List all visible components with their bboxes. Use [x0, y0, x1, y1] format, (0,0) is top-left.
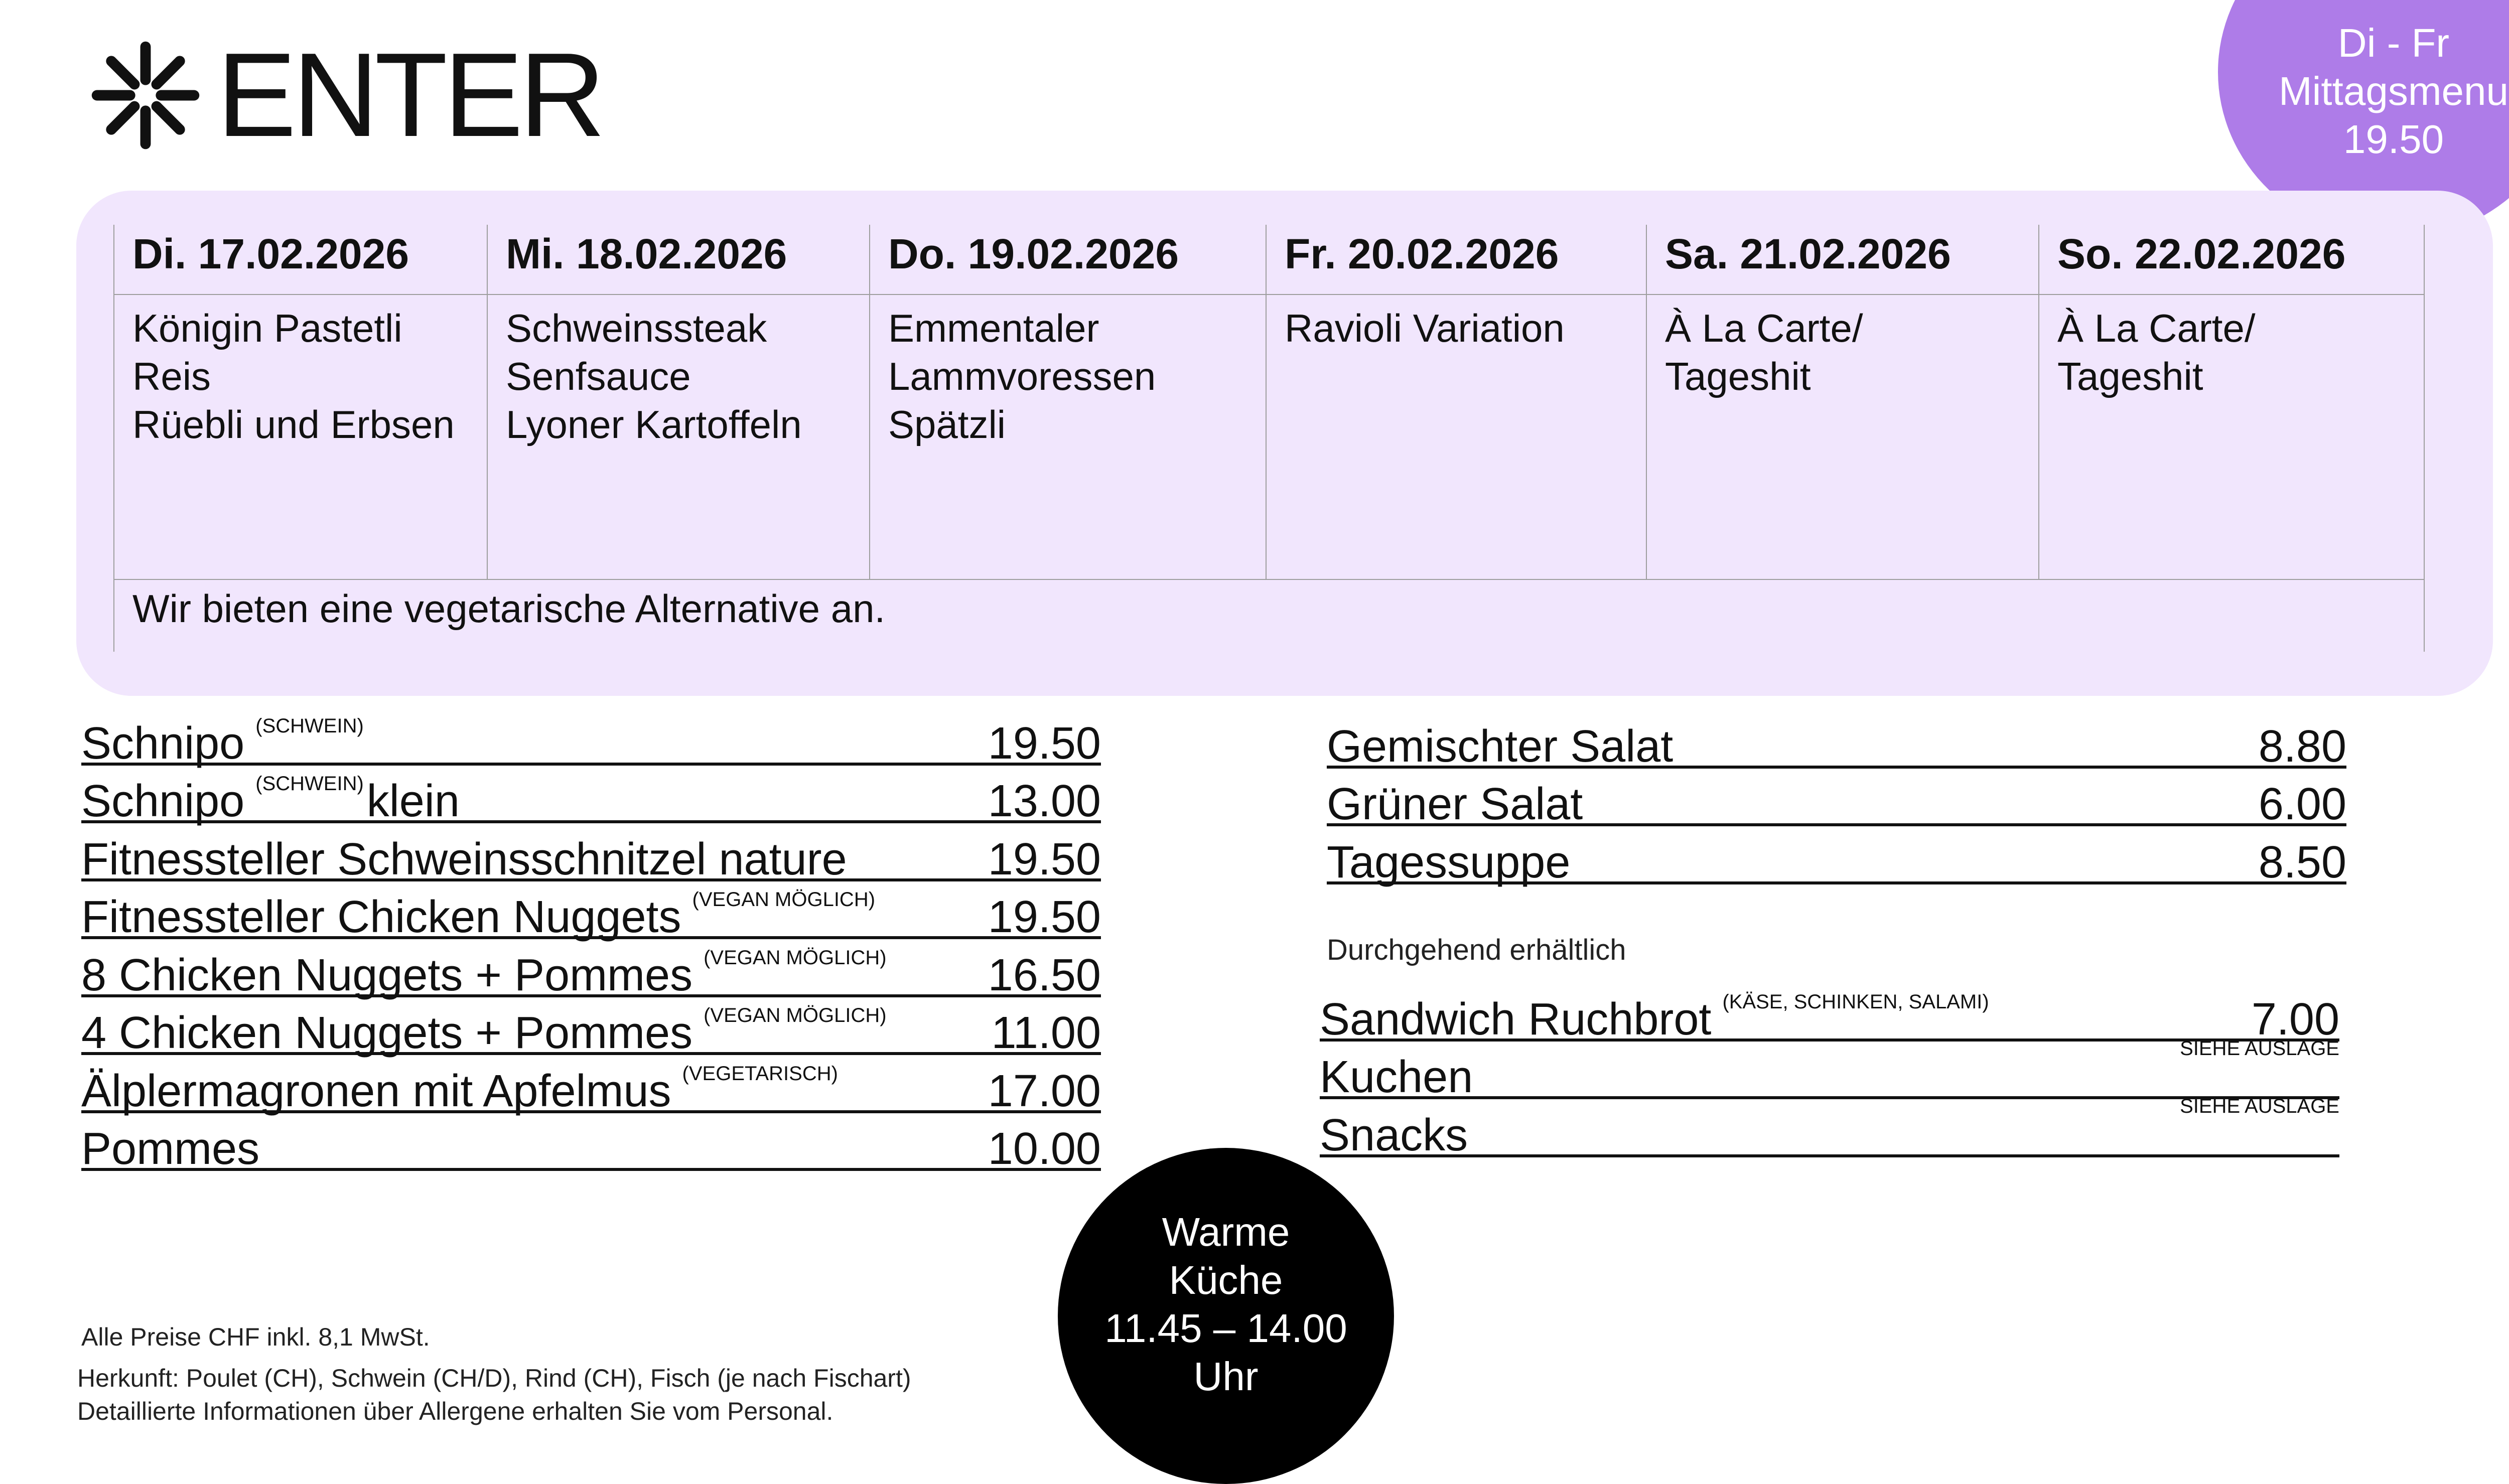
header-divider	[113, 294, 2424, 295]
dish-note: (VEGAN MÖGLICH)	[704, 946, 887, 969]
dish-price: 16.50	[988, 950, 1101, 1000]
brand-name: ENTER	[217, 29, 602, 162]
dish-name-text: Sandwich Ruchbrot	[1320, 994, 1712, 1045]
dish-name-text: Kuchen	[1320, 1052, 1473, 1102]
menu-row	[1327, 769, 2346, 827]
menu-row	[81, 997, 1101, 1056]
menu-item-line: Tageshit	[2057, 354, 2203, 398]
dish-price: 17.00	[988, 1066, 1101, 1116]
dish-price: 8.50	[2258, 837, 2346, 887]
menu-row	[81, 1113, 1101, 1174]
dish-note: (VEGETARISCH)	[682, 1062, 838, 1085]
menu-row	[81, 881, 1101, 940]
day-menu	[1285, 304, 1565, 352]
price-note: Alle Preise CHF inkl. 8,1 MwSt.	[81, 1323, 430, 1351]
menu-item-line: Tageshit	[1665, 354, 1811, 398]
day-date: Sa. 21.02.2026	[1665, 230, 1951, 277]
dish-name	[1327, 837, 1570, 888]
dish-note: (VEGAN MÖGLICH)	[704, 1004, 887, 1026]
dish-name-text: Tagessuppe	[1327, 837, 1571, 887]
dish-name	[81, 834, 847, 885]
menu-item-line: Ravioli Variation	[1285, 306, 1565, 350]
menu-item-line: Reis	[132, 354, 211, 398]
dish-price: 19.50	[988, 892, 1101, 942]
dish-name	[1320, 1110, 1468, 1161]
column-divider	[1266, 225, 1267, 579]
promo-days: Di - Fr	[2337, 21, 2450, 65]
dish-name	[1320, 1052, 1473, 1103]
weekly-menu-table	[113, 225, 2424, 652]
column-divider	[113, 225, 114, 652]
always-available-label: Durchgehend erhältlich	[1327, 934, 1626, 966]
dish-name	[1327, 779, 1583, 830]
day-date: So. 22.02.2026	[2057, 230, 2346, 277]
kitchen-line-4: Uhr	[1193, 1354, 1259, 1399]
menu-row	[1327, 710, 2346, 772]
menu-item-line: Rüebli und Erbsen	[132, 402, 455, 447]
dish-note: (VEGAN MÖGLICH)	[692, 888, 876, 911]
allergen-note: Detaillierte Informationen über Allergene erhalten Sie vom Personal.	[77, 1397, 833, 1425]
day-date: Di. 17.02.2026	[132, 230, 409, 277]
menu-row	[81, 707, 1101, 769]
dish-name-text: Älplermagronen mit Apfelmus	[81, 1066, 671, 1116]
day-menu	[888, 304, 1156, 449]
dish-name-text: 8 Chicken Nuggets + Pommes	[81, 950, 693, 1000]
dish-name	[81, 1063, 841, 1117]
dish-name	[81, 888, 878, 943]
dish-name	[1327, 721, 1673, 773]
dish-price: 19.50	[988, 834, 1101, 884]
kitchen-line-2: Küche	[1169, 1258, 1283, 1302]
dish-name-text: Fitnessteller Schweinsschnitzel nature	[81, 834, 847, 884]
salads-list	[1327, 707, 2346, 888]
menu-item-line: Emmentaler	[888, 306, 1099, 350]
kitchen-line-1: Warme	[1162, 1210, 1290, 1254]
dish-note: (KÄSE, SCHINKEN, SALAMI)	[1722, 990, 1989, 1013]
day-menu	[132, 304, 455, 449]
promo-title: Mittagsmenu	[2279, 69, 2508, 113]
kitchen-hours: 11.45 – 14.00	[1104, 1306, 1347, 1351]
dish-name	[81, 1123, 259, 1175]
dish-suffix: klein	[366, 776, 460, 826]
dish-name-text: Schnipo	[81, 776, 245, 826]
dish-name-text: Fitnessteller Chicken Nuggets	[81, 892, 681, 942]
dish-price: 19.50	[988, 718, 1101, 769]
dish-name-text: Snacks	[1320, 1110, 1468, 1160]
column-divider	[869, 225, 870, 579]
brand-logo	[90, 29, 602, 162]
dish-name	[1320, 991, 1992, 1046]
menu-item-line: Senfsauce	[506, 354, 691, 398]
sparkle-logo-icon	[90, 40, 201, 151]
menu-item-line: Spätzli	[888, 402, 1006, 447]
dish-name-text: 4 Chicken Nuggets + Pommes	[81, 1008, 693, 1058]
menu-row	[81, 939, 1101, 1000]
menu-row	[1320, 983, 2339, 1045]
menu-item-line: À La Carte/	[1665, 306, 1863, 350]
menu-row	[81, 766, 1101, 824]
dish-name	[81, 1004, 890, 1059]
day-menu	[506, 304, 802, 449]
always-available-list	[1320, 983, 2339, 1164]
day-date: Mi. 18.02.2026	[506, 230, 787, 277]
availability-note: SIEHE AUSLAGE	[2180, 1095, 2339, 1117]
dish-name	[81, 947, 890, 1001]
dish-note: (SCHWEIN)	[255, 773, 364, 795]
availability-note: SIEHE AUSLAGE	[2180, 1037, 2339, 1060]
dish-name-text: Grüner Salat	[1327, 779, 1583, 829]
dish-price: 10.00	[988, 1124, 1101, 1174]
dish-name	[81, 715, 367, 770]
menu-row	[1320, 1037, 2339, 1102]
dish-price: 6.00	[2258, 779, 2346, 829]
dish-name	[81, 773, 460, 827]
column-divider	[2424, 225, 2425, 652]
promo-price: 19.50	[2343, 117, 2444, 162]
dish-name-text: Gemischter Salat	[1327, 721, 1674, 772]
menu-item-line: Lammvoressen	[888, 354, 1156, 398]
dish-price: 11.00	[991, 1008, 1101, 1058]
menu-row	[81, 1055, 1101, 1116]
day-menu	[2057, 304, 2256, 400]
dish-price: 7.00	[2251, 994, 2339, 1045]
menu-item-line: Lyoner Kartoffeln	[506, 402, 802, 447]
dish-note: (SCHWEIN)	[255, 714, 364, 737]
day-date: Fr. 20.02.2026	[1285, 230, 1559, 277]
column-divider	[1646, 225, 1647, 579]
origin-note: Herkunft: Poulet (CH), Schwein (CH/D), Rind (CH), Fisch (je nach Fischart)	[77, 1364, 911, 1392]
dish-price: 8.80	[2258, 721, 2346, 772]
dish-name-text: Schnipo	[81, 718, 245, 769]
column-divider	[2038, 225, 2039, 579]
column-divider	[487, 225, 488, 579]
day-date: Do. 19.02.2026	[888, 230, 1179, 277]
menu-row	[1320, 1095, 2339, 1160]
dish-name-text: Pommes	[81, 1124, 260, 1174]
menu-row	[81, 823, 1101, 884]
menu-row	[1327, 826, 2346, 887]
menu-item-line: Schweinssteak	[506, 306, 767, 350]
dish-price: 13.00	[988, 776, 1101, 826]
kitchen-hours-badge	[1058, 1148, 1394, 1484]
menu-item-line: À La Carte/	[2057, 306, 2256, 350]
note-divider	[113, 579, 2424, 580]
menu-item-line: Königin Pastetli	[132, 306, 402, 350]
main-dishes-list	[81, 707, 1101, 1174]
day-menu	[1665, 304, 1863, 400]
vegetarian-note: Wir bieten eine vegetarische Alternative an.	[132, 586, 886, 631]
